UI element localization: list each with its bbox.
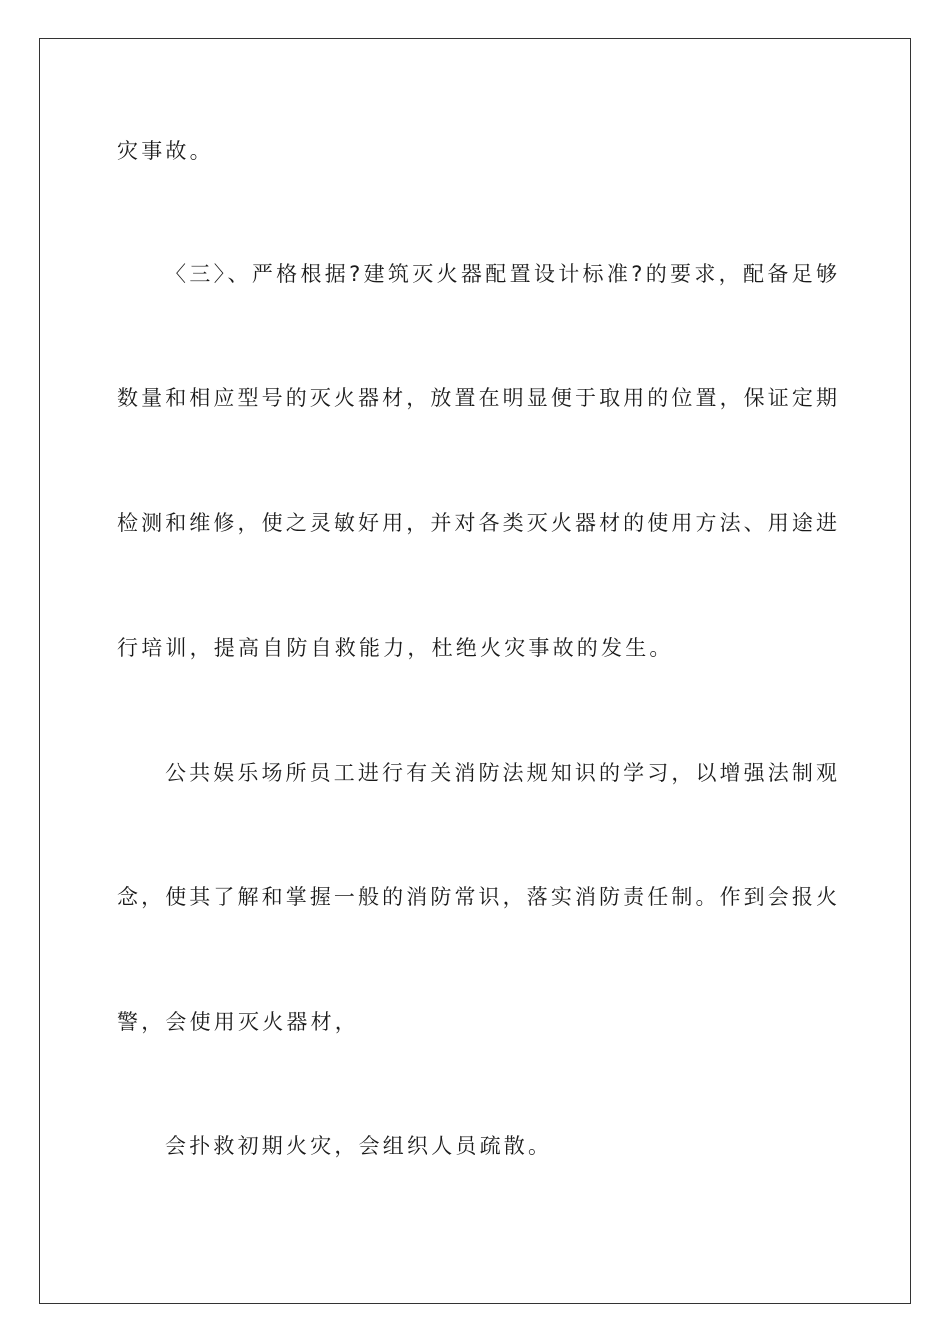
text-line-9: 会扑救初期火灾，会组织人员疏散。 [165, 1134, 553, 1158]
text-line-2: 〈三〉、严格根据?建筑灭火器配置设计标准?的要求，配备足够 [165, 262, 837, 286]
text-line-1: 灾事故。 [117, 139, 214, 163]
text-line-3: 数量和相应型号的灭火器材，放置在明显便于取用的位置，保证定期 [117, 386, 837, 410]
text-line-6: 公共娱乐场所员工进行有关消防法规知识的学习，以增强法制观 [165, 761, 837, 785]
text-line-7: 念，使其了解和掌握一般的消防常识，落实消防责任制。作到会报火 [117, 885, 837, 909]
text-line-4: 检测和维修，使之灵敏好用，并对各类灭火器材的使用方法、用途进 [117, 511, 837, 535]
text-line-8: 警，会使用灭火器材， [117, 1010, 359, 1034]
text-line-5: 行培训，提高自防自救能力，杜绝火灾事故的发生。 [117, 636, 674, 660]
page-border [39, 38, 911, 1304]
